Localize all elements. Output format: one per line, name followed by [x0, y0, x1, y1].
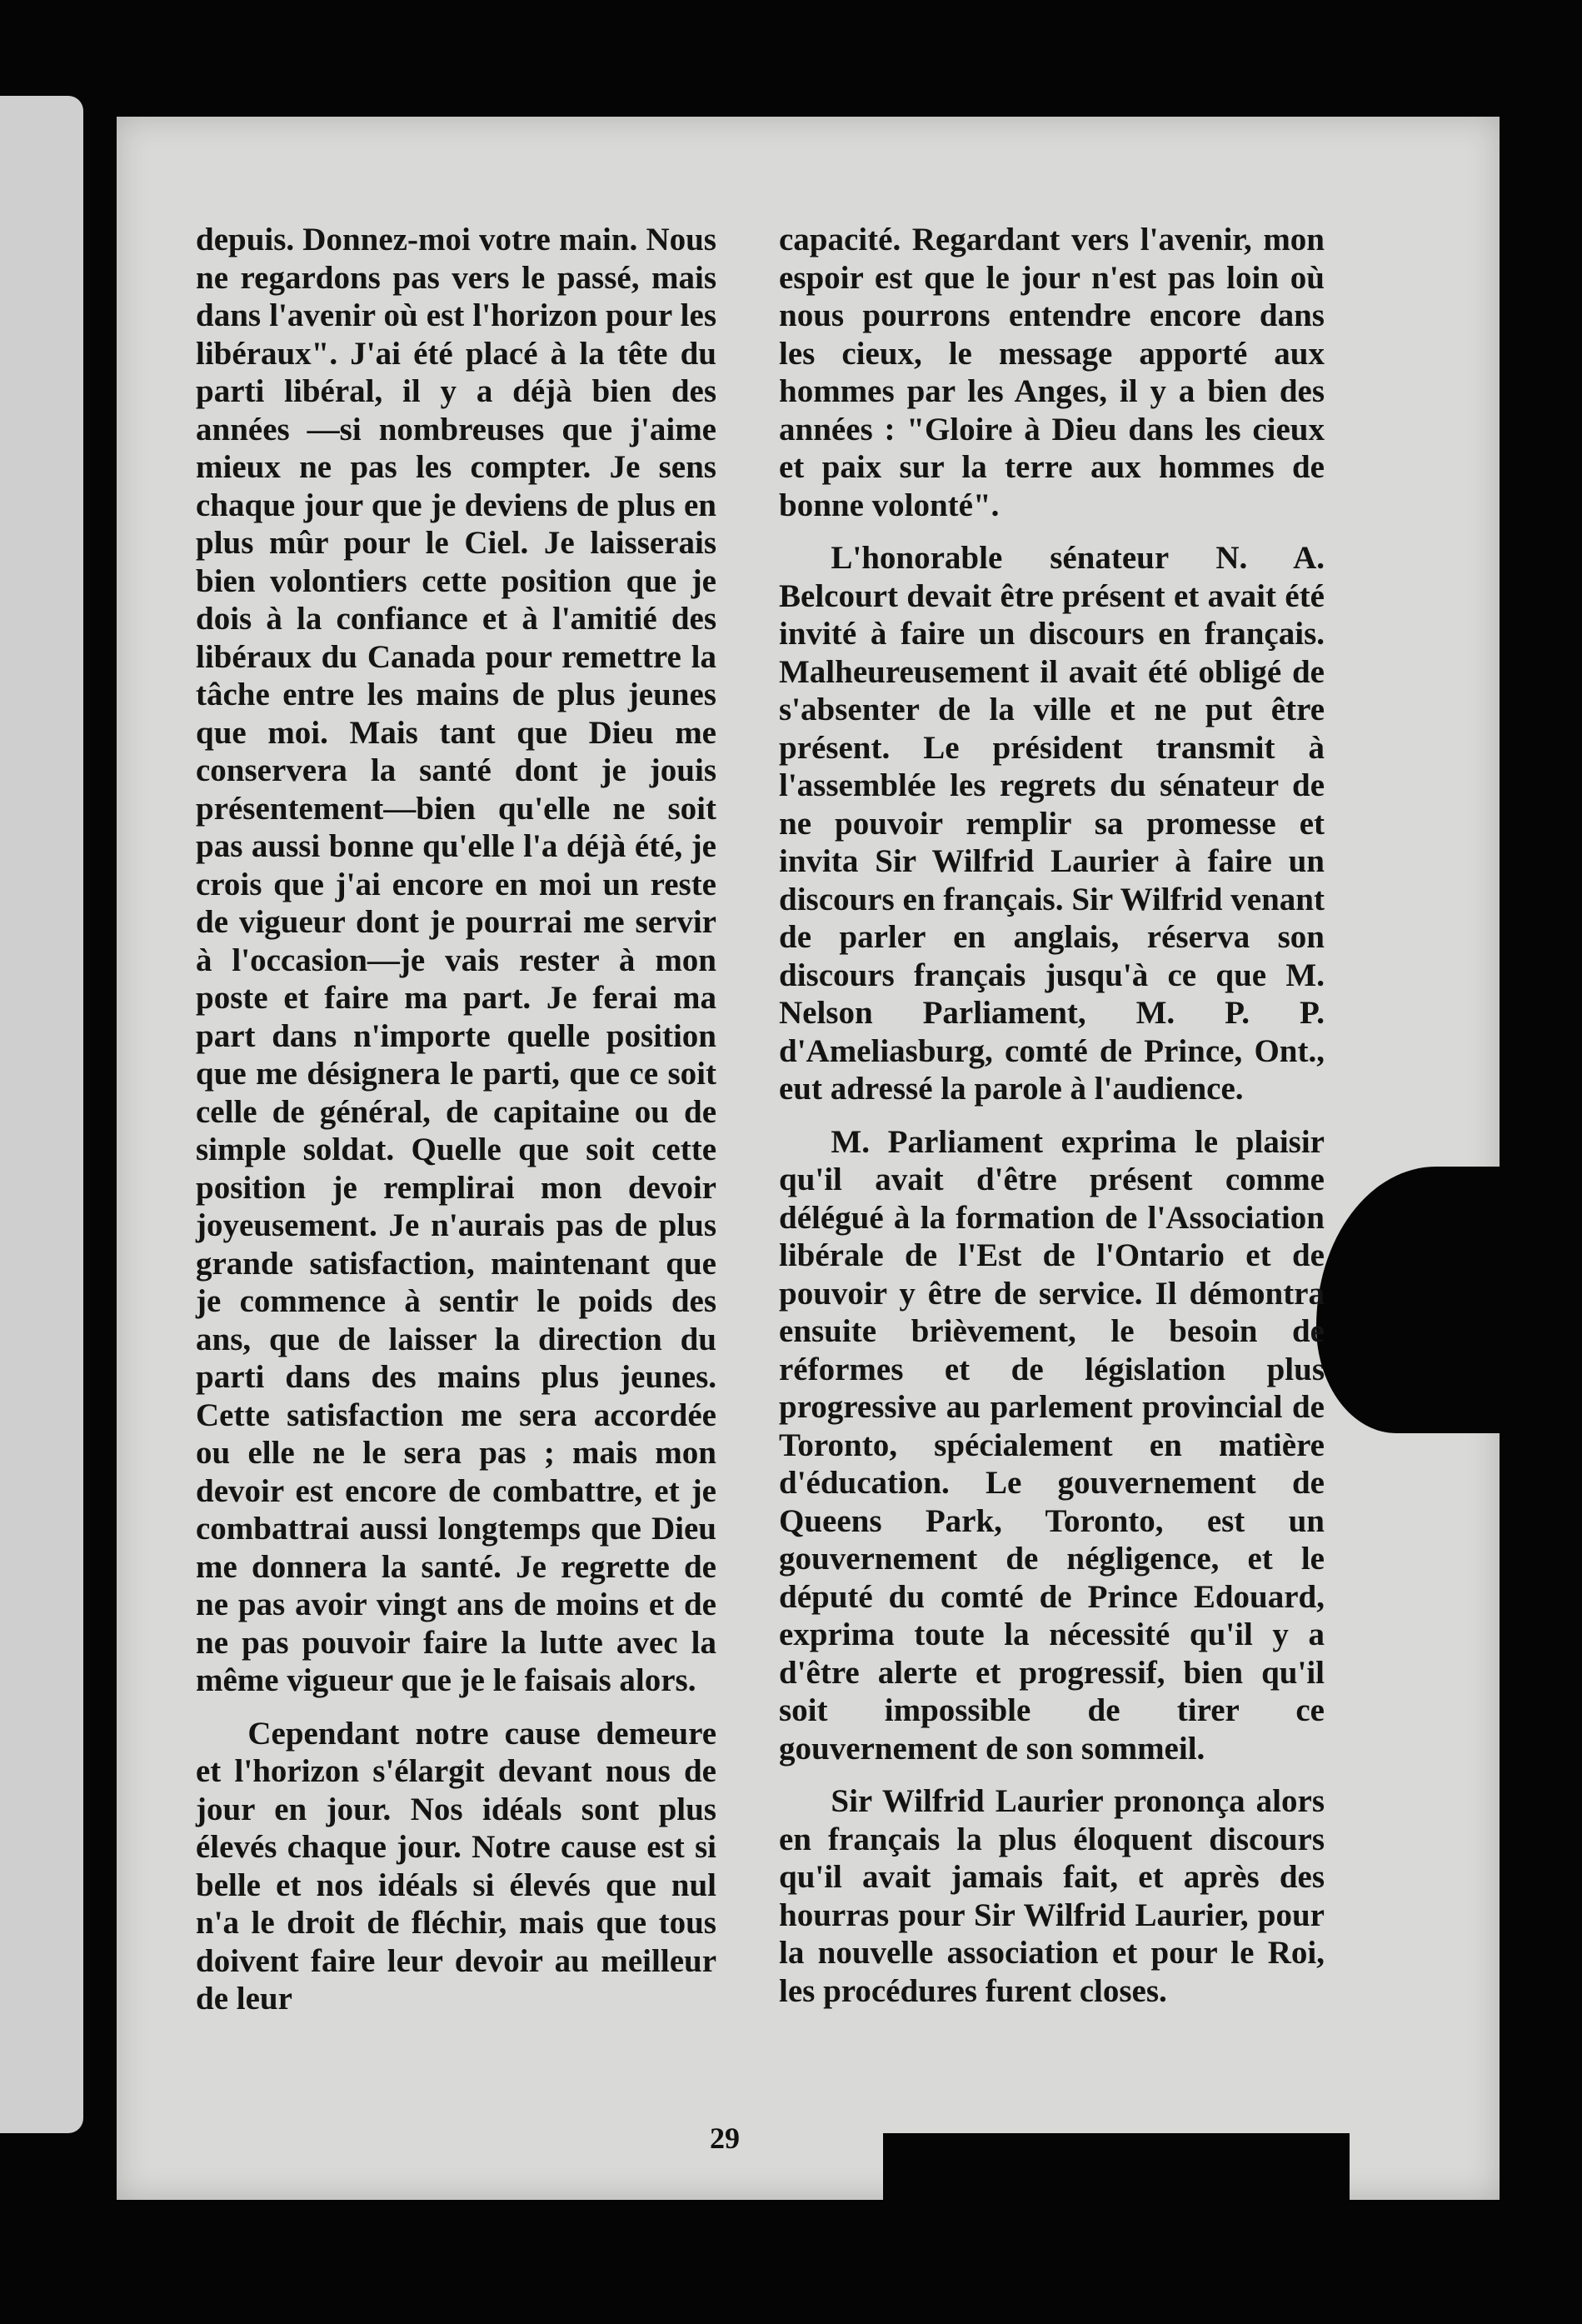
- paragraph: Sir Wilfrid Laurier prononça alors en français la plus éloquent discours qu'il avait jamais fait, et après des hourras pour Sir Wilfrid Laurier, pour la nouvelle association et pour le Roi, les procédures furent closes.: [779, 1783, 1325, 2009]
- right-text-column: [779, 221, 1325, 2010]
- paragraph: depuis. Donnez-moi votre main. Nous ne regardons pas vers le passé, mais dans l'avenir où est l'horizon pour les libéraux". J'ai été placé à la tête du parti libéral, il y a déjà bien des années —si nombreuses que j'aime mieux ne pas les compter. Je sens chaque jour que je deviens de plus en plus mûr pour le Ciel. Je laisserais bien volontiers cette position que je dois à la confiance et à l'amitié des libéraux du Canada pour remettre la tâche entre les mains de plus jeunes que moi. Mais tant que Dieu me conservera la santé dont je jouis présentement—bien qu'elle ne soit pas aussi bonne qu'elle l'a déjà été, je crois que j'ai encore en moi un reste de vigueur dont je pourrai me servir à l'occasion—je vais rester à mon poste et faire ma part. Je ferai ma part dans n'importe quelle position que me désignera le parti, que ce soit celle de général, de capitaine ou de simple soldat. Quelle que soit cette position je remplirai mon devoir joyeusement. Je n'aurais pas de plus grande satisfaction, maintenant que je commence à sentir le poids des ans, que de laisser la direction du parti dans des mains plus jeunes. Cette satisfaction me sera accordée ou elle ne le sera pas ; mais mon devoir est encore de combattre, et je combattrai aussi longtemps que Dieu me donnera la santé. Je regrette de ne pas avoir vingt ans de moins et de ne pas pouvoir faire la lutte avec la même vigueur que je le faisais alors.: [196, 222, 716, 1698]
- paragraph: Cependant notre cause demeure et l'horizon s'élargit devant nous de jour en jour. Nos idéals sont plus élevés chaque jour. Notre cause est si belle et nos idéals si élevés que nul n'a le droit de fléchir, mais que tous doivent faire leur devoir au meilleur de leur: [196, 1715, 716, 2017]
- torn-bottom-edge: [883, 2133, 1350, 2250]
- page-number: 29: [710, 2122, 740, 2155]
- paragraph: capacité. Regardant vers l'avenir, mon espoir est que le jour n'est pas loin où nous pourrons entendre encore dans les cieux, le message apporté aux hommes par les Anges, il y a bien des années : "Gloire à Dieu dans les cieux et paix sur la terre aux hommes de bonne volonté".: [779, 222, 1325, 523]
- paragraph: M. Parliament exprima le plaisir qu'il avait d'être présent comme délégué à la formation de l'Association libérale de l'Est de l'Ontario et de pouvoir y être de service. Il démontra ensuite brièvement, le besoin de réformes et de législation plus progressive au parlement provincial de Toronto, spécialement en matière d'éducation. Le gouvernement de Queens Park, Toronto, est un gouvernement de négligence, et le député du comté de Prince Edouard, exprima toute la nécessité qu'il y a d'être alerte et progressif, bien qu'il soit impossible de tirer ce gouvernement de son sommeil.: [779, 1123, 1325, 1767]
- adjacent-page-edge: [0, 96, 83, 2133]
- paragraph: L'honorable sénateur N. A. Belcourt devait être présent et avait été invité à faire un discours en français. Malheureusement il avait été obligé de s'absenter de la ville et ne put être présent. Le président transmit à l'assemblée les regrets du sénateur de ne pouvoir remplir sa promesse et invita Sir Wilfrid Laurier à faire un discours en français. Sir Wilfrid venant de parler en anglais, réserva son discours français jusqu'à ce que M. Nelson Parliament, M. P. P. d'Ameliasburg, comté de Prince, Ont., eut adressé la parole à l'audience.: [779, 540, 1325, 1107]
- left-text-column: [196, 221, 716, 2018]
